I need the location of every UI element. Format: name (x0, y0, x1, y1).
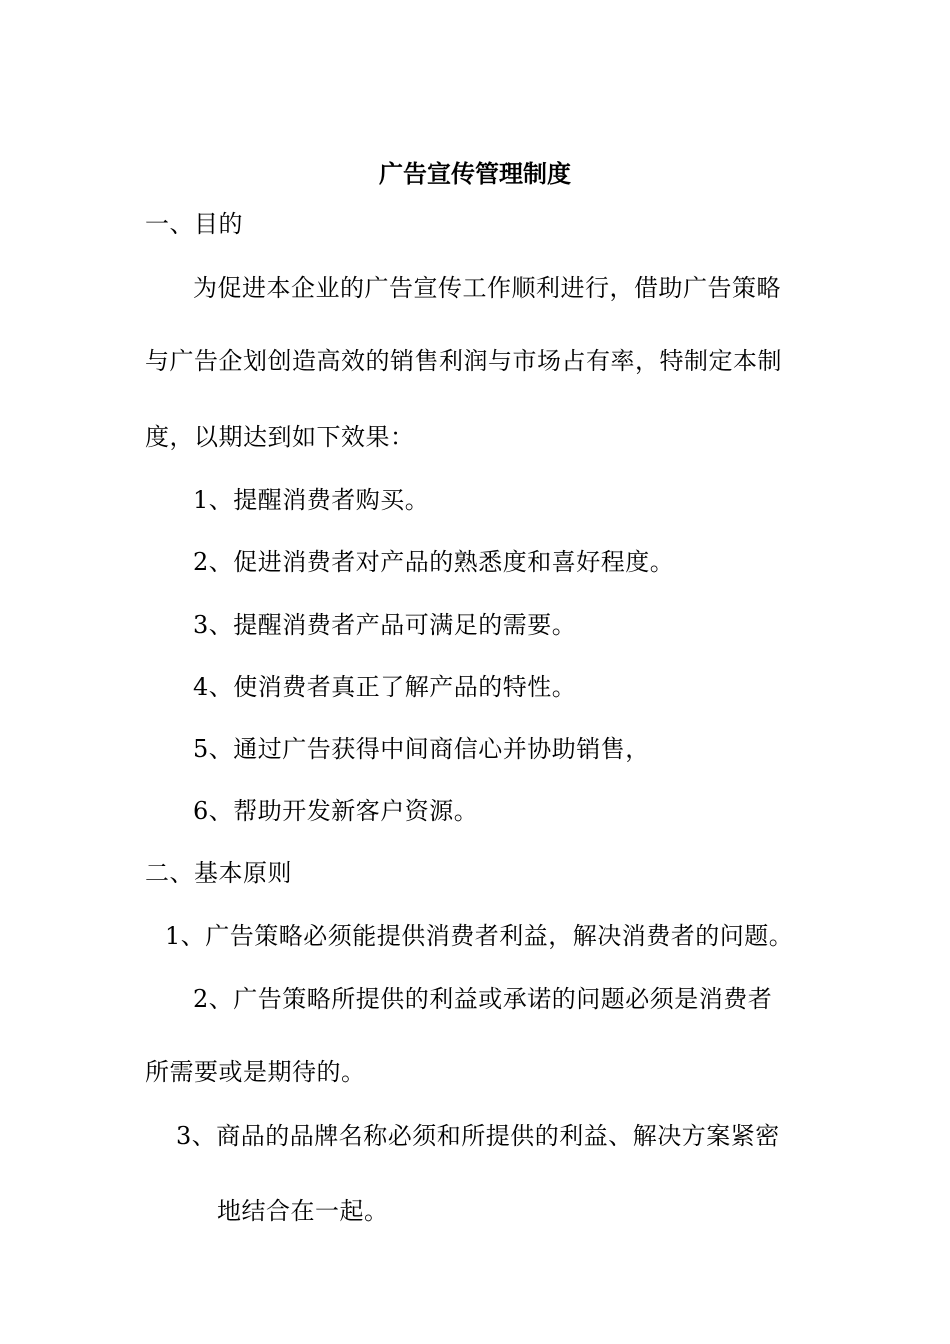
purpose-paragraph-line-3: 度，以期达到如下效果： (145, 423, 415, 451)
purpose-item-6: 6、帮助开发新客户资源。 (193, 797, 479, 825)
purpose-item-1: 1、提醒消费者购买。 (193, 486, 430, 514)
purpose-item-4: 4、使消费者真正了解产品的特性。 (193, 673, 577, 701)
section-heading-purpose: 一、目的 (145, 210, 243, 238)
purpose-item-2: 2、促进消费者对产品的熟悉度和喜好程度。 (193, 548, 675, 576)
section-heading-principles: 二、基本原则 (145, 859, 292, 887)
principle-line-2: 2、广告策略所提供的利益或承诺的问题必须是消费者 (193, 985, 773, 1013)
purpose-item-5: 5、通过广告获得中间商信心并协助销售， (193, 735, 650, 763)
document-title: 广告宣传管理制度 (379, 160, 571, 188)
purpose-item-3: 3、提醒消费者产品可满足的需要。 (193, 611, 577, 639)
principle-line-1: 1、广告策略必须能提供消费者利益，解决消费者的问题。 (165, 922, 794, 950)
principle-line-3: 所需要或是期待的。 (145, 1058, 366, 1086)
purpose-paragraph-line-1: 为促进本企业的广告宣传工作顺利进行，借助广告策略 (193, 274, 781, 302)
purpose-paragraph-line-2: 与广告企划创造高效的销售利润与市场占有率，特制定本制 (145, 347, 782, 375)
principle-line-4: 3、商品的品牌名称必须和所提供的利益、解决方案紧密 (176, 1122, 780, 1150)
principle-line-5: 地结合在一起。 (217, 1197, 389, 1225)
